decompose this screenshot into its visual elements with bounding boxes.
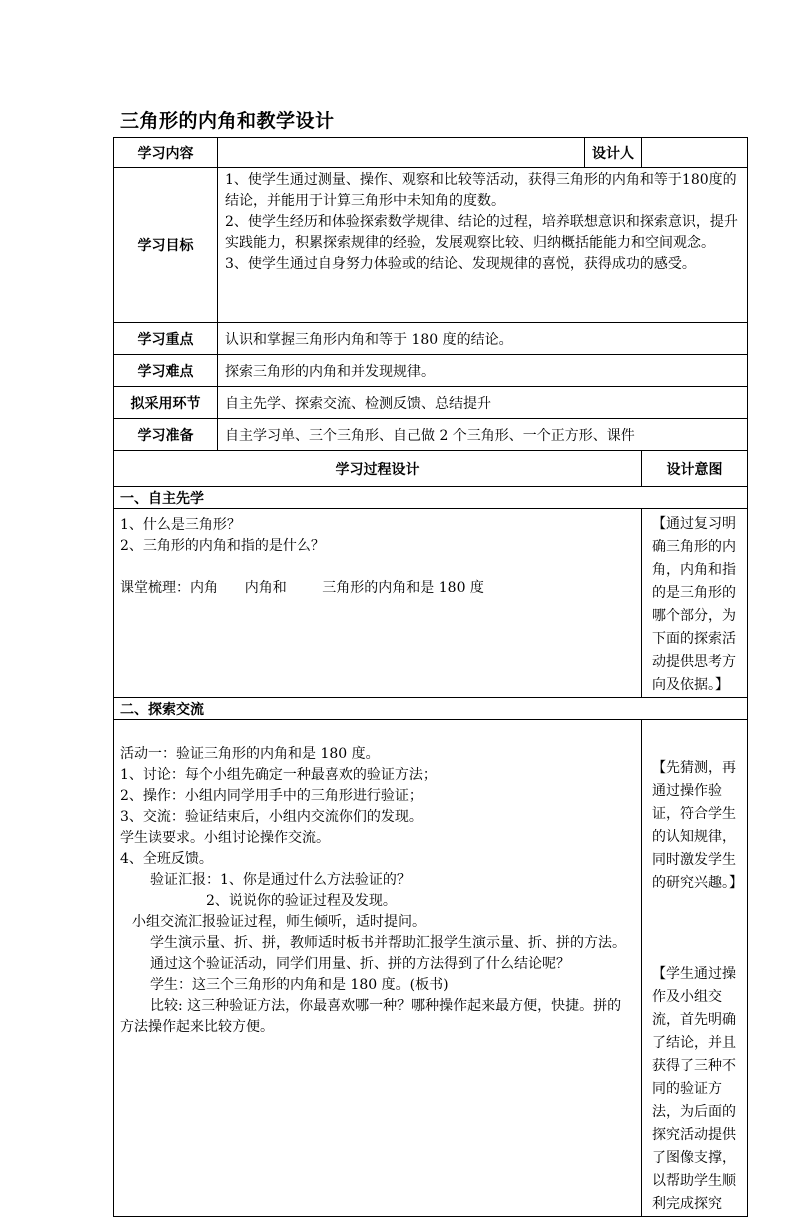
section1-heading: 一、自主先学 — [114, 487, 748, 509]
section1-line — [120, 557, 635, 578]
key-point-label: 学习重点 — [114, 323, 218, 355]
section2-line: 4、全班反馈。 — [120, 851, 213, 867]
section2-line: 小组交流汇报验证过程，师生倾听，适时提问。 — [132, 914, 426, 930]
content-label: 学习内容 — [114, 138, 218, 168]
preparation-label: 学习准备 — [114, 419, 218, 451]
lesson-plan-table — [113, 137, 748, 1217]
section2-line: 活动一：验证三角形的内角和是 180 度。 — [120, 746, 380, 762]
content-value — [218, 138, 585, 168]
section2-line: 学生演示量、折、拼，教师适时板书并帮助汇报学生演示量、折、拼的方法。 — [150, 935, 626, 951]
section1-heading-row — [114, 487, 748, 509]
section1-content — [114, 509, 642, 698]
section1-row — [114, 509, 748, 698]
section1-intent-text: 【通过复习明确三角形的内角，内角和指的是三角形的哪个部分，为下面的探索活动提供思考方向及依据。】 — [652, 516, 736, 693]
section2-heading: 二、探索交流 — [114, 698, 748, 720]
difficulty-value: 探索三角形的内角和并发现规律。 — [218, 355, 748, 387]
process-design-header: 学习过程设计 — [114, 451, 642, 487]
section2-line: 3、交流：验证结束后，小组内交流你们的发现。 — [120, 809, 423, 825]
section2-line: 验证汇报：1、你是通过什么方法验证的？ — [150, 872, 411, 888]
goal-item: 1、使学生通过测量、操作、观察和比较等活动，获得三角形的内角和等于180度的结论，并能用于计算三角形中未知角的度数。 — [225, 172, 737, 209]
document-title: 三角形的内角和教学设计 — [120, 110, 335, 132]
section1-line: 1、什么是三角形？ — [120, 517, 241, 533]
section1-line: 课堂梳理：内角 内角和 三角形的内角和是 180 度 — [120, 580, 484, 596]
section2-line: 2、操作：小组内同学用手中的三角形进行验证； — [120, 788, 423, 804]
section2-line: 1、讨论：每个小组先确定一种最喜欢的验证方法； — [120, 767, 437, 783]
steps-row — [114, 387, 748, 419]
design-intent-header: 设计意图 — [642, 451, 748, 487]
section2-content — [114, 720, 642, 1217]
key-point-row — [114, 323, 748, 355]
section2-line: 比较: 这三种验证方法，你最喜欢哪一种？哪种操作起来最方便，快捷。拼的方法操作起来比较方便。 — [120, 998, 622, 1035]
header-row — [114, 138, 748, 168]
designer-label: 设计人 — [585, 138, 642, 168]
section2-intent2-text: 【学生通过操作及小组交流，首先明确了结论，并且获得了三种不同的验证方法，为后面的探究活动提供了图像支撑，以帮助学生顺利完成探究 — [652, 966, 736, 1212]
goals-content — [218, 168, 748, 323]
section2-line: 2、说说你的验证过程及发现。 — [206, 893, 397, 909]
difficulty-label: 学习难点 — [114, 355, 218, 387]
section2-line: 通过这个验证活动，同学们用量、折、拼的方法得到了什么结论呢？ — [150, 956, 570, 972]
goal-item: 3、使学生通过自身努力体验或的结论、发现规律的喜悦，获得成功的感受。 — [225, 256, 696, 272]
section1-intent — [642, 509, 748, 698]
section2-line: 学生：这三个三角形的内角和是 180 度。(板书) — [150, 977, 449, 993]
section2-line: 学生读要求。小组讨论操作交流。 — [120, 830, 330, 846]
section2-row — [114, 720, 748, 1217]
designer-value — [642, 138, 748, 168]
process-header-row — [114, 451, 748, 487]
section2-intent — [642, 720, 748, 1217]
key-point-value: 认识和掌握三角形内角和等于 180 度的结论。 — [218, 323, 748, 355]
goals-row — [114, 168, 748, 323]
difficulty-row — [114, 355, 748, 387]
steps-value: 自主先学、探索交流、检测反馈、总结提升 — [218, 387, 748, 419]
preparation-row — [114, 419, 748, 451]
section2-intent1-text: 【先猜测，再通过操作验证，符合学生的认知规律，同时激发学生的研究兴趣。】 — [652, 760, 743, 891]
steps-label: 拟采用环节 — [114, 387, 218, 419]
section1-line: 2、三角形的内角和指的是什么？ — [120, 538, 325, 554]
goals-label: 学习目标 — [114, 168, 218, 323]
preparation-value: 自主学习单、三个三角形、自己做 2 个三角形、一个正方形、课件 — [218, 419, 748, 451]
goal-item: 2、使学生经历和体验探索数学规律、结论的过程，培养联想意识和探索意识，提升实践能力，积累探索规律的经验，发展观察比较、归纳概括能能力和空间观念。 — [225, 214, 738, 251]
section2-heading-row — [114, 698, 748, 720]
